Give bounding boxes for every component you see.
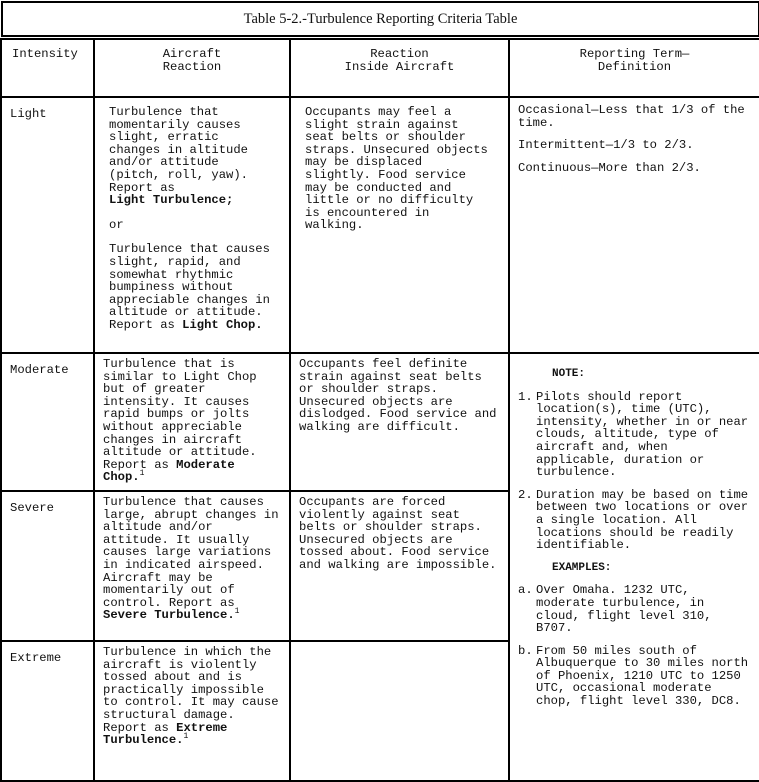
- header-reporting-term-line1: Reporting Term—: [579, 47, 690, 61]
- table-caption: Table 5-2.-Turbulence Reporting Criteria Table: [1, 1, 759, 37]
- notes-cell: [509, 353, 759, 781]
- note-item: [518, 391, 751, 479]
- inside-light-text: Occupants may feel a slight strain against seat belts or shoulder straps. Unsecured objects may be displaced slightly. Food service may be conducted and little or no difficulty is encountered in walking.: [305, 105, 488, 233]
- term-continuous: Continuous—More than 2/3.: [518, 160, 701, 175]
- header-aircraft-reaction-line2: Reaction: [162, 59, 222, 74]
- header-intensity: [1, 39, 94, 97]
- header-inside-reaction: [290, 39, 509, 97]
- table-row-light: [1, 97, 759, 353]
- example-item-text: From 50 miles south of Albuquerque to 30 miles north of Phoenix, 1210 UTC to 1250 UTC, occasional moderate chop, flight level 330, DC8.: [536, 643, 749, 709]
- aircraft-light-or: or: [109, 217, 124, 232]
- aircraft-extreme-term: Extreme Turbulence.: [103, 720, 228, 748]
- inside-moderate-text: Occupants feel definite strain against seat belts or shoulder straps. Unsecured objects are dislodged. Food service and walking are difficult.: [299, 357, 497, 434]
- aircraft-moderate-text: Turbulence that is similar to Light Chop but of greater intensity. It causes rapid bumps or jolts without appreciable changes in aircraft altitude or attitude. Report as: [103, 357, 257, 472]
- aircraft-extreme-text: Turbulence in which the aircraft is violently tossed about and is practically impossible to control. It may cause structural damage. Report as: [103, 644, 279, 735]
- aircraft-severe-text: Turbulence that causes large, abrupt changes in altitude and/or attitude. It usually causes large variations in indicated airspeed. Aircraft may be momentarily out of control. Report as: [103, 494, 279, 610]
- inside-reaction-severe: [290, 491, 509, 641]
- header-reporting-term-line2: Definition: [597, 59, 672, 74]
- example-item-text: Over Omaha. 1232 UTC, moderate turbulence, in cloud, flight level 310, B707.: [536, 583, 712, 636]
- footnote-marker: 1: [183, 732, 189, 742]
- note-item-label: 2.: [518, 487, 533, 502]
- example-item: [518, 645, 751, 708]
- term-intermittent: Intermittent—1/3 to 2/3.: [518, 138, 694, 153]
- inside-reaction-light: [290, 97, 509, 353]
- inside-reaction-moderate: [290, 353, 509, 491]
- turbulence-criteria-table: [0, 38, 759, 782]
- aircraft-reaction-extreme: [94, 641, 290, 781]
- header-inside-reaction-line2: Inside Aircraft: [344, 59, 455, 74]
- note-item-text: Duration may be based on time between two locations or over a single location. All locations should be readily identifiable.: [536, 487, 749, 553]
- aircraft-severe-term: Severe Turbulence.: [103, 608, 235, 623]
- example-item: [518, 584, 751, 634]
- inside-severe-text: Occupants are forced violently against seat belts or shoulder straps. Unsecured objects are tossed about. Food service and walking are impossible.: [299, 494, 497, 572]
- intensity-light: Light: [1, 97, 94, 353]
- note-title: NOTE:: [552, 368, 586, 380]
- aircraft-reaction-severe: [94, 491, 290, 641]
- intensity-extreme: Extreme: [1, 641, 94, 781]
- header-aircraft-reaction-line1: Aircraft: [162, 47, 222, 61]
- header-aircraft-reaction: [94, 39, 290, 97]
- note-item: [518, 489, 751, 552]
- aircraft-reaction-light: [94, 97, 290, 353]
- aircraft-reaction-moderate: [94, 353, 290, 491]
- note-item-text: Pilots should report location(s), time (UTC), intensity, whether in or near clouds, altitude, type of aircraft and, when applicable, duration or turbulence.: [536, 389, 749, 480]
- aircraft-light-chop-text: Turbulence that causes slight, rapid, and somewhat rhythmic bumpiness without appreciable changes in altitude or attitude. Report as: [109, 242, 270, 332]
- footnote-marker: 1: [234, 607, 240, 617]
- aircraft-light-turbulence-text: Turbulence that momentarily causes slight, erratic changes in altitude and/or attitude (pitch, roll, yaw). Report as: [109, 105, 248, 195]
- header-reporting-term: [509, 39, 759, 97]
- aircraft-light-chop-term: Light Chop.: [182, 317, 263, 332]
- reporting-terms: [509, 97, 759, 353]
- table-row-moderate: [1, 353, 759, 491]
- inside-reaction-extreme: [290, 641, 509, 781]
- aircraft-light-turbulence-term: Light Turbulence;: [109, 193, 234, 208]
- term-occasional: Occasional—Less that 1/3 of the time.: [518, 103, 745, 130]
- footnote-marker: 1: [139, 469, 145, 479]
- aircraft-moderate-term: Moderate Chop.: [103, 457, 235, 485]
- example-item-label: a.: [518, 583, 533, 598]
- intensity-severe: Severe: [1, 491, 94, 641]
- header-intensity-label: Intensity: [12, 47, 78, 61]
- table-header-row: [1, 39, 759, 97]
- example-item-label: b.: [518, 643, 533, 658]
- examples-title: EXAMPLES:: [552, 561, 612, 574]
- intensity-moderate: Moderate: [1, 353, 94, 491]
- header-inside-reaction-line1: Reaction: [370, 47, 429, 61]
- note-item-label: 1.: [518, 389, 533, 404]
